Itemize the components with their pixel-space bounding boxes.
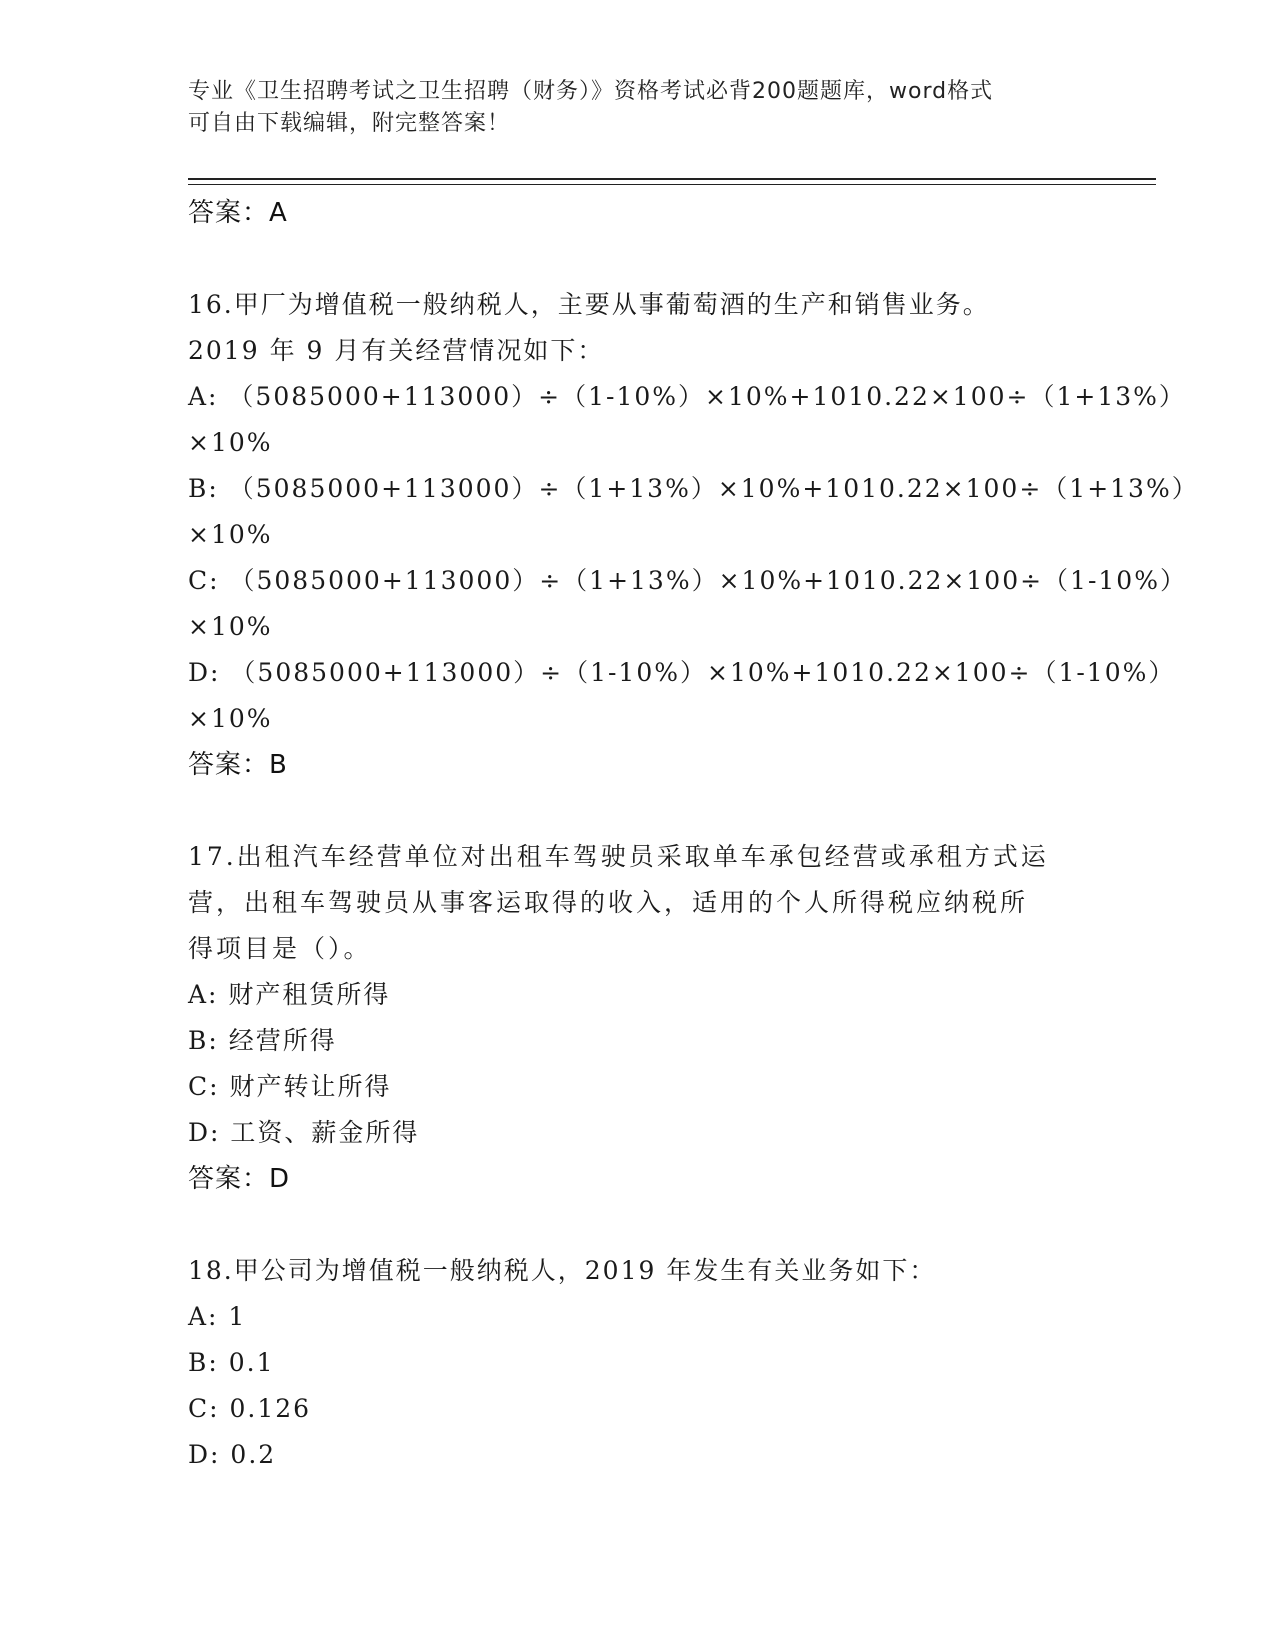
question-stem-line: 16.甲厂为增值税一般纳税人，主要从事葡萄酒的生产和销售业务。 xyxy=(188,290,990,319)
answer-16: 答案：B xyxy=(188,750,288,780)
option-a: A: （5085000+113000）÷（1-10%）×10%+1010.22×100÷（1+13%） xyxy=(188,382,1186,411)
header-line-1: 专业《卫生招聘考试之卫生招聘（财务）》资格考试必背200题题库，word格式 xyxy=(188,79,994,104)
question-17 xyxy=(188,834,1088,1202)
option-b: B: （5085000+113000）÷（1+13%）×10%+1010.22×100÷（1+13%） xyxy=(188,474,1199,503)
spacer xyxy=(188,788,1088,834)
option-d-continued: ×10% xyxy=(188,704,273,733)
document-header xyxy=(188,76,1088,140)
question-16 xyxy=(188,282,1199,788)
option-c: C: 0.126 xyxy=(188,1394,312,1423)
header-divider-thick xyxy=(188,178,1156,180)
option-a-continued: ×10% xyxy=(188,428,273,457)
question-stem-line: 营，出租车驾驶员从事客运取得的收入，适用的个人所得税应纳税所 xyxy=(188,888,1029,917)
option-c-continued: ×10% xyxy=(188,612,273,641)
option-a: A: 1 xyxy=(188,1302,247,1331)
document-body xyxy=(188,190,1199,1478)
answer-17: 答案：D xyxy=(188,1164,291,1194)
option-b-continued: ×10% xyxy=(188,520,273,549)
question-stem-line: 18.甲公司为增值税一般纳税人，2019 年发生有关业务如下： xyxy=(188,1256,937,1285)
option-d: D: 0.2 xyxy=(188,1440,277,1469)
spacer xyxy=(188,236,1088,282)
question-stem-line: 2019 年 9 月有关经营情况如下： xyxy=(188,336,605,365)
option-c: C: （5085000+113000）÷（1+13%）×10%+1010.22×100÷（1-10%） xyxy=(188,566,1187,595)
option-d: D: 工资、薪金所得 xyxy=(188,1118,420,1147)
option-b: B: 0.1 xyxy=(188,1348,275,1377)
question-18 xyxy=(188,1248,1088,1478)
option-c: C: 财产转让所得 xyxy=(188,1072,392,1101)
question-stem-line: 得项目是（）。 xyxy=(188,934,372,963)
option-b: B: 经营所得 xyxy=(188,1026,337,1055)
option-d: D: （5085000+113000）÷（1-10%）×10%+1010.22×100÷（1-10%） xyxy=(188,658,1176,687)
previous-answer: 答案：A xyxy=(188,198,288,228)
option-a: A: 财产租赁所得 xyxy=(188,980,391,1009)
spacer xyxy=(188,1202,1088,1248)
header-line-2: 可自由下载编辑，附完整答案！ xyxy=(188,111,511,136)
question-stem-line: 17.出租汽车经营单位对出租车驾驶员采取单车承包经营或承租方式运 xyxy=(188,842,1049,871)
header-divider-thin xyxy=(188,184,1156,185)
